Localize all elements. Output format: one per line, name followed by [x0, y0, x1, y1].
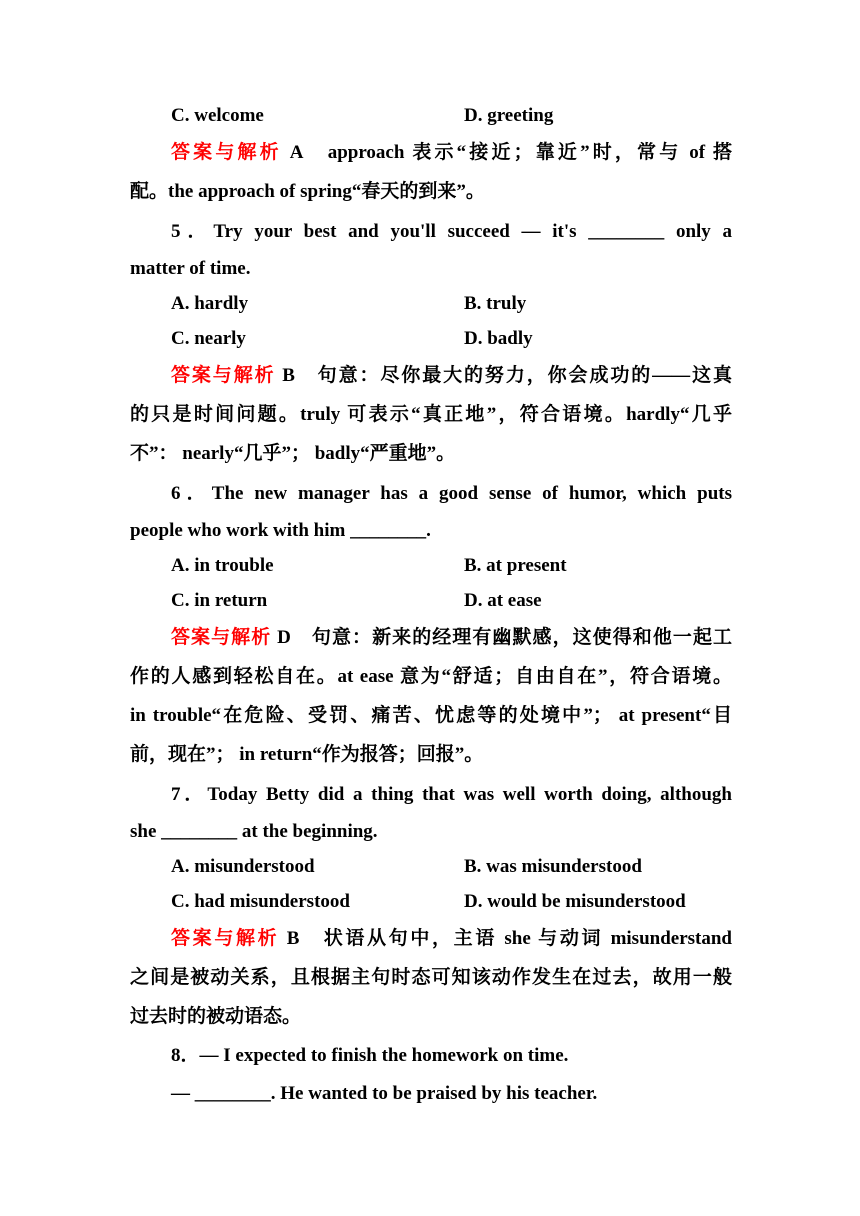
explanation-text: A approach 表示“接近；靠近”时，常与 of 搭 — [289, 142, 732, 163]
q7-option-c: C. had misunderstood — [171, 891, 350, 912]
q6-stem-line-2: people who work with him ________. — [130, 520, 431, 541]
q7-option-d: D. would be misunderstood — [464, 891, 686, 912]
q5-options-row-2 — [171, 327, 732, 351]
q6-option-c: C. in return — [171, 590, 268, 611]
q7-option-a: A. misunderstood — [171, 856, 315, 877]
explanation-text: D 句意：新来的经理有幽默感，这使得和他一起工 — [277, 627, 732, 648]
q4-options-row-2 — [171, 104, 732, 128]
q6-explanation-line-2: 作的人感到轻松自在。at ease 意为“舒适；自由自在”，符合语境。 — [130, 666, 732, 687]
q5-option-c: C. nearly — [171, 328, 246, 349]
q5-explanation-line-1 — [171, 364, 732, 388]
q6-explanation-line-3: in trouble“在危险、受罚、痛苦、忧虑等的处境中”； at present“目 — [130, 705, 732, 726]
q5-options-row-1 — [171, 292, 732, 316]
q6-options-row-1 — [171, 554, 732, 578]
q5-option-d: D. badly — [464, 328, 533, 349]
q6-option-b: B. at present — [464, 555, 567, 576]
q8-stem-line-1: 8．— I expected to finish the homework on time. — [171, 1045, 569, 1066]
q6-explanation-line-4: 前，现在”； in return“作为报答；回报”。 — [130, 744, 484, 765]
q5-option-a: A. hardly — [171, 293, 249, 314]
q7-options-row-2 — [171, 890, 732, 914]
q5-explanation-line-2: 的只是时间问题。truly 可表示“真正地”，符合语境。hardly“几乎 — [130, 404, 732, 425]
q6-option-a: A. in trouble — [171, 555, 274, 576]
q7-explanation-line-3: 过去时的被动语态。 — [130, 1006, 302, 1027]
q7-stem-line-2: she ________ at the beginning. — [130, 821, 378, 842]
q4-option-d: D. greeting — [464, 105, 554, 126]
q6-options-row-2 — [171, 589, 732, 613]
answer-label: 答案与解析 — [171, 627, 272, 648]
q6-option-d: D. at ease — [464, 590, 542, 611]
q5-stem-line-1: 5．Try your best and you'll succeed — it's ________ only a — [171, 221, 732, 242]
q6-stem-line-1: 6．The new manager has a good sense of humor, which puts — [171, 483, 732, 504]
q6-explanation-line-1 — [171, 626, 732, 650]
q7-explanation-line-1 — [171, 927, 732, 951]
answer-label: 答案与解析 — [171, 365, 276, 386]
q4-explanation-line-2: 配。the approach of spring“春天的到来”。 — [130, 181, 485, 202]
q4-explanation-line-1 — [171, 141, 732, 165]
q7-explanation-line-2: 之间是被动关系，且根据主句时态可知该动作发生在过去，故用一般 — [130, 967, 732, 988]
q7-option-b: B. was misunderstood — [464, 856, 642, 877]
q7-stem-line-1: 7．Today Betty did a thing that was well worth doing, although — [171, 784, 732, 805]
explanation-text: B 状语从句中，主语 she 与动词 misunderstand — [286, 928, 732, 949]
answer-label: 答案与解析 — [171, 928, 280, 949]
answer-label: 答案与解析 — [171, 142, 282, 163]
q5-stem-line-2: matter of time. — [130, 258, 251, 279]
q7-options-row-1 — [171, 855, 732, 879]
q8-stem-line-2: — ________. He wanted to be praised by his teacher. — [171, 1083, 598, 1104]
q5-option-b: B. truly — [464, 293, 527, 314]
q5-explanation-line-3: 不”： nearly“几乎”； badly“严重地”。 — [130, 443, 456, 464]
q4-option-c: C. welcome — [171, 105, 264, 126]
explanation-text: B 句意：尽你最大的努力，你会成功的——这真 — [282, 365, 732, 386]
